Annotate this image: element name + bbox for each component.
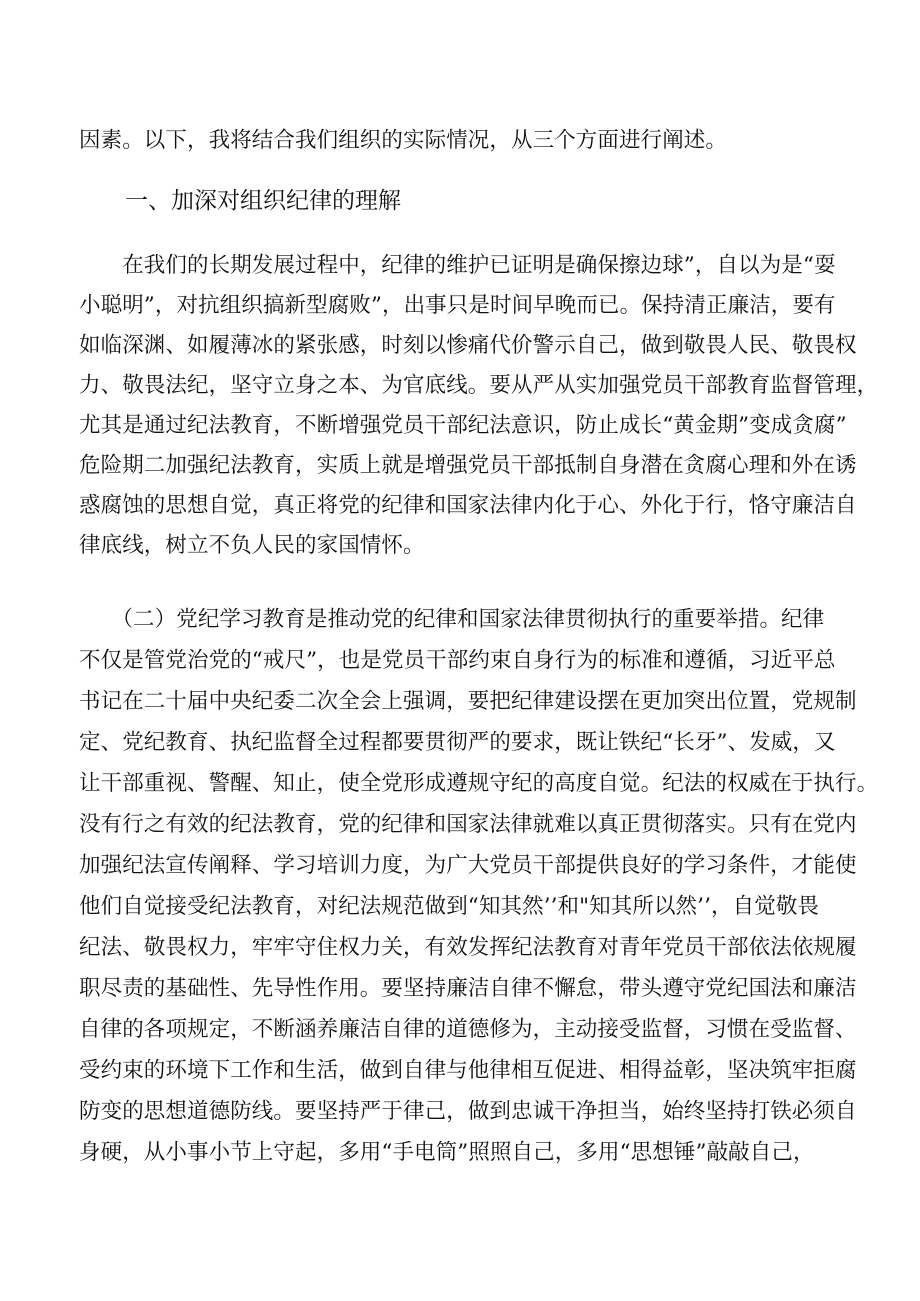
- paragraph-line: 小聪明”，对抗组织搞新型腐败”，出事只是时间早晚而已。保持清正廉洁，要有: [79, 293, 836, 318]
- paragraph-line: 加强纪法宣传阐释、学习培训力度，为广大党员干部提供良好的学习条件，才能使: [79, 853, 857, 878]
- paragraph-line: 不仅是管党治党的“戒尺”，也是党员干部约束自身行为的标准和遵循，习近平总: [79, 648, 836, 673]
- paragraph-line: 让干部重视、警醒、知止，使全党形成遵规守纪的高度自觉。纪法的权威在于执行。: [79, 771, 879, 796]
- paragraph-line: 书记在二十届中央纪委二次全会上强调，要把纪律建设摆在更加突出位置，党规制: [79, 689, 857, 714]
- paragraph-line: 他们自觉接受纪法教育，对纪法规范做到“知其然’’和"知其所以然’’，自觉敬畏: [79, 894, 820, 919]
- paragraph-line: 律底线，树立不负人民的家国情怀。: [79, 533, 425, 558]
- paragraph-line: 力、敬畏法纪，坚守立身之本、为官底线。要从严从实加强党员干部教育监督管理，: [79, 373, 879, 398]
- paragraph-line: 没有行之有效的纪法教育，党的纪律和国家法律就难以真正贯彻落实。只有在党内: [79, 812, 857, 837]
- paragraph-line: 纪法、敬畏权力，牢牢守住权力关，有效发挥纪法教育对青年党员干部依法依规履: [79, 935, 857, 960]
- paragraph-line: 职尽责的基础性、先导性作用。要坚持廉洁自律不懈怠，带头遵守党纪国法和廉洁: [79, 976, 857, 1001]
- continuation-line: 因素。以下，我将结合我们组织的实际情况，从三个方面进行阐述。: [79, 128, 728, 153]
- paragraph-line: 惑腐蚀的思想自觉，真正将党的纪律和国家法律内化于心、外化于行，恪守廉洁自: [79, 493, 857, 518]
- paragraph-line: 自律的各项规定，不断涵养廉洁自律的道德修为，主动接受监督，习惯在受监督、: [79, 1017, 857, 1042]
- paragraph-line: 尤其是通过纪法教育，不断增强党员干部纪法意识，防止成长“黄金期”变成贪腐”: [79, 413, 847, 438]
- paragraph-line: 危险期二加强纪法教育，实质上就是增强党员干部抵制自身潜在贪腐心理和外在诱: [79, 453, 857, 478]
- section-heading: 一、加深对组织纪律的理解: [125, 188, 401, 214]
- paragraph-line: 定、党纪教育、执纪监督全过程都要贯彻严的要求，既让铁纪“长牙”、发威，又: [79, 730, 836, 755]
- paragraph-line: 受约束的环境下工作和生活，做到自律与他律相互促进、相得益彰，坚决筑牢拒腐: [79, 1058, 857, 1083]
- paragraph-line: （二）党纪学习教育是推动党的纪律和国家法律贯彻执行的重要举措。纪律: [79, 607, 825, 632]
- paragraph-line: 身硬，从小事小节上守起，多用“手电筒”照照自己，多用“思想锤”敲敲自己，: [79, 1140, 815, 1165]
- paragraph-line: 如临深渊、如履薄冰的紧张感，时刻以惨痛代价警示自己，做到敬畏人民、敬畏权: [79, 333, 857, 358]
- paragraph-line: 防变的思想道德防线。要坚持严于律己，做到忠诚干净担当，始终坚持打铁必须自: [79, 1099, 857, 1124]
- paragraph-line: 在我们的长期发展过程中，纪律的维护已证明是确保擦边球”，自以为是“耍: [79, 253, 836, 278]
